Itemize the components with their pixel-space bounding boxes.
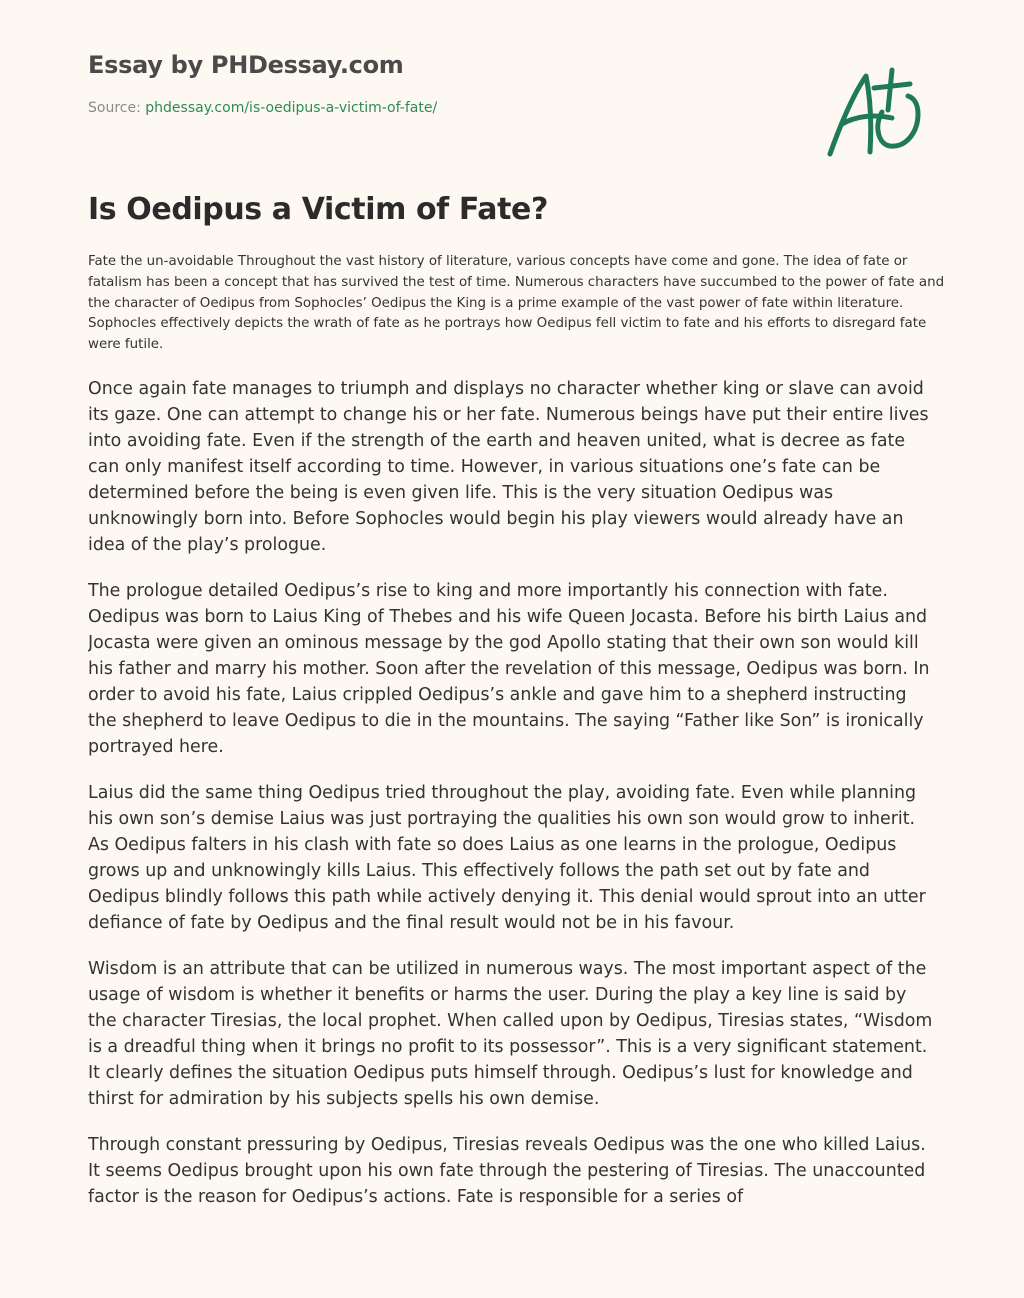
header: [88, 48, 688, 118]
body-paragraph: Through constant pressuring by Oedipus, Tiresias reveals Oedipus was the one who killed Laius. It seems Oedipus brought upon his own fate through the pestering of Tiresias. The unaccounted factor is the reason for Oedipus’s actions. Fate is responsible for a series of: [88, 1135, 926, 1207]
body-paragraph: Wisdom is an attribute that can be utilized in numerous ways. The most important aspect of the usage of wisdom is whether it benefits or harms the user. During the play a key line is said by the character Tiresias, the local prophet. When called upon by Oedipus, Tiresias states, “Wisdom is a dreadful thing when it brings no profit to its possessor”. This is a very significant statement. It clearly defines the situation Oedipus puts himself through. Oedipus’s lust for knowledge and thirst for admiration by his subjects spells his own demise.: [88, 959, 933, 1109]
body-paragraph: The prologue detailed Oedipus’s rise to king and more importantly his connection with fate. Oedipus was born to Laius King of Thebes and his wife Queen Jocasta. Before his birth Laius and Jocasta were given an ominous message by the god Apollo stating that their own son would kill his father and marry his mother. Soon after the revelation of this message, Oedipus was born. In order to avoid his fate, Laius crippled Oedipus’s ankle and gave him to a shepherd instructing the shepherd to leave Oedipus to die in the mountains. The saying “Father like Son” is ironically portrayed here.: [88, 581, 930, 757]
source-link[interactable]: phdessay.com/is-oedipus-a-victim-of-fate/: [145, 100, 438, 116]
essay-abstract: Fate the un-avoidable Throughout the vast history of literature, various concepts have come and gone. The idea of fate or fatalism has been a concept that has survived the test of time. Numerous characters have succumbed to the power of fate and the character of Oedipus from Sophocles’ Oedipus the King is a prime example of the vast power of fate within literature. Sophocles effectively depicts the wrath of fate as he portrays how Oedipus fell victim to fate and his efforts to disregard fate were futile.: [88, 254, 945, 353]
essay-title: Is Oedipus a Victim of Fate?: [88, 192, 548, 227]
logo-swoosh: [878, 96, 918, 146]
body-paragraph: Laius did the same thing Oedipus tried throughout the play, avoiding fate. Even while planning his own son’s demise Laius was just portraying the qualities his own son would grow to inherit. As Oedipus falters in his clash with fate so does Laius as one learns in the prologue, Oedipus grows up and unknowingly kills Laius. This effectively follows the path set out by fate and Oedipus blindly follows this path while actively denying it. This denial would sprout into an utter defiance of fate by Oedipus and the final result would not be in his favour.: [88, 783, 926, 933]
source-line: [88, 98, 688, 118]
source-label: Source:: [88, 100, 141, 116]
body-paragraph: Once again fate manages to triumph and displays no character whether king or slave can avoid its gaze. One can attempt to change his or her fate. Numerous beings have put their entire lives into avoiding fate. Even if the strength of the earth and heaven united, what is decree as fate can only manifest itself according to time. However, in various situations one’s fate can be determined before the being is even given life. This is the very situation Oedipus was unknowingly born into. Before Sophocles would begin his play viewers would already have an idea of the play’s prologue.: [88, 379, 929, 555]
brand-title: Essay by PHDessay.com: [88, 51, 404, 79]
logo-letter-a-bar: [842, 116, 892, 124]
essay-body: [88, 376, 936, 1250]
logo-plus-horizontal: [874, 84, 910, 88]
a-plus-logo: [818, 62, 934, 164]
logo-plus-vertical: [888, 70, 892, 110]
